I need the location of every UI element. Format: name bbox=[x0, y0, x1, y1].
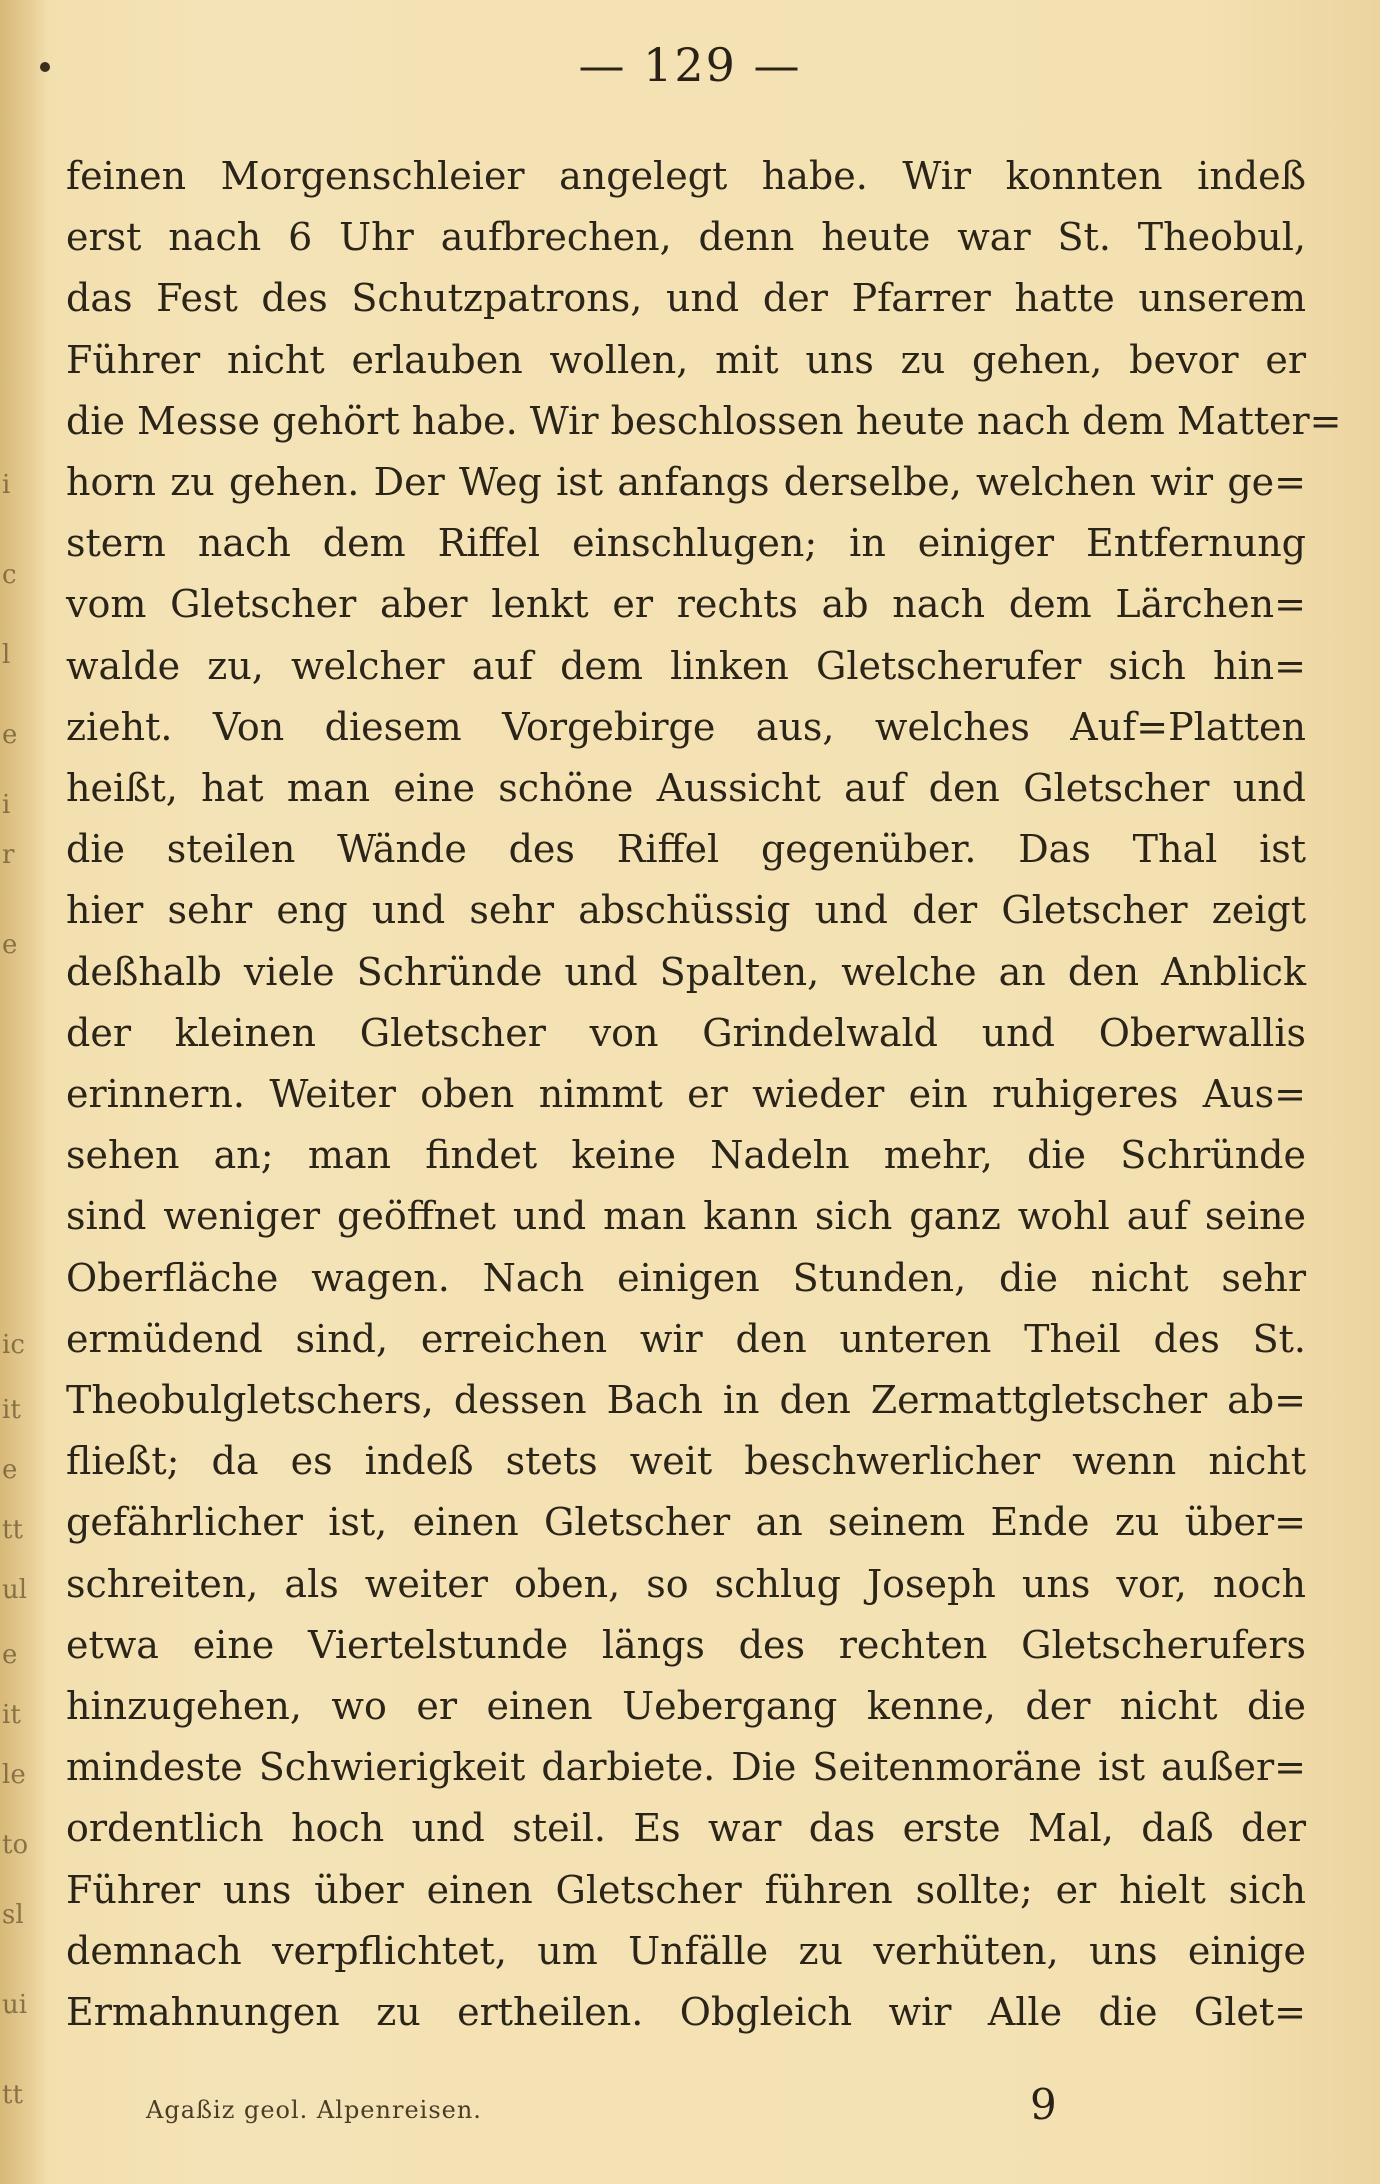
text-line: ordentlich hoch und steil. Es war das erste Mal, daß der bbox=[66, 1806, 1306, 1851]
body-text bbox=[66, 146, 1342, 2043]
gutter-mark: tt bbox=[2, 2080, 23, 2110]
gutter-mark: tt bbox=[2, 1515, 23, 1545]
gutter-mark: c bbox=[2, 560, 17, 590]
text-line: ermüdend sind, erreichen wir den unteren Theil des St. bbox=[66, 1316, 1306, 1361]
text-line: die Messe gehört habe. Wir beschlossen heute nach dem Matter= bbox=[66, 398, 1342, 443]
text-line: der kleinen Gletscher von Grindelwald und Oberwallis bbox=[66, 1010, 1306, 1055]
text-line: die steilen Wände des Riffel gegenüber. Das Thal ist bbox=[66, 827, 1306, 872]
gutter-mark: e bbox=[2, 720, 18, 750]
text-line: erst nach 6 Uhr aufbrechen, denn heute war St. Theobul, bbox=[66, 215, 1306, 260]
gutter-mark: e bbox=[2, 1640, 18, 1670]
text-line: schreiten, als weiter oben, so schlug Joseph uns vor, noch bbox=[66, 1561, 1306, 1606]
text-line: stern nach dem Riffel einschlugen; in einiger Entfernung bbox=[66, 521, 1306, 566]
text-line: Ermahnungen zu ertheilen. Obgleich wir Alle die Glet= bbox=[66, 1990, 1306, 2035]
text-line: vom Gletscher aber lenkt er rechts ab nach dem Lärchen= bbox=[66, 582, 1306, 627]
gutter-mark: r bbox=[2, 840, 15, 870]
gutter-mark: ul bbox=[2, 1575, 28, 1605]
text-line: demnach verpflichtet, um Unfälle zu verhüten, uns einige bbox=[66, 1928, 1306, 1973]
text-line: Theobulgletschers, dessen Bach in den Zermattgletscher ab= bbox=[66, 1378, 1306, 1423]
text-line: horn zu gehen. Der Weg ist anfangs derselbe, welchen wir ge= bbox=[66, 460, 1306, 505]
text-line: Oberfläche wagen. Nach einigen Stunden, die nicht sehr bbox=[66, 1255, 1306, 1300]
text-line: hier sehr eng und sehr abschüssig und der Gletscher zeigt bbox=[66, 888, 1306, 933]
gutter-mark: e bbox=[2, 930, 18, 960]
gutter-mark: sl bbox=[2, 1900, 24, 1930]
text-line: heißt, hat man eine schöne Aussicht auf den Gletscher und bbox=[66, 766, 1306, 811]
text-line: sehen an; man findet keine Nadeln mehr, die Schründe bbox=[66, 1133, 1306, 1178]
gutter-mark: it bbox=[2, 1395, 21, 1425]
gutter-mark: ui bbox=[2, 1990, 28, 2020]
text-line: zieht. Von diesem Vorgebirge aus, welches Auf=Platten bbox=[66, 704, 1306, 749]
text-line: hinzugehen, wo er einen Uebergang kenne, der nicht die bbox=[66, 1684, 1306, 1729]
sheet-number: 9 bbox=[1030, 2080, 1057, 2129]
text-line: gefährlicher ist, einen Gletscher an seinem Ende zu über= bbox=[66, 1500, 1306, 1545]
text-line: deßhalb viele Schründe und Spalten, welche an den Anblick bbox=[66, 949, 1306, 994]
text-line: walde zu, welcher auf dem linken Gletscherufer sich hin= bbox=[66, 643, 1306, 688]
text-line: erinnern. Weiter oben nimmt er wieder ein ruhigeres Aus= bbox=[66, 1072, 1306, 1117]
gutter-mark: to bbox=[2, 1830, 29, 1860]
page-footer bbox=[0, 2080, 1380, 2140]
text-line: Führer uns über einen Gletscher führen sollte; er hielt sich bbox=[66, 1867, 1306, 1912]
page-number-header: — 129 — bbox=[578, 38, 802, 92]
gutter-mark: le bbox=[2, 1760, 26, 1790]
gutter-mark: i bbox=[2, 790, 11, 820]
binding-gutter bbox=[0, 0, 48, 2184]
text-line: sind weniger geöffnet und man kann sich ganz wohl auf seine bbox=[66, 1194, 1306, 1239]
gutter-mark: l bbox=[2, 640, 11, 670]
text-line: feinen Morgenschleier angelegt habe. Wir konnten indeß bbox=[66, 154, 1306, 198]
text-line: mindeste Schwierigkeit darbiete. Die Seitenmoräne ist außer= bbox=[66, 1745, 1306, 1790]
text-line: etwa eine Viertelstunde längs des rechten Gletscherufers bbox=[66, 1622, 1306, 1667]
text-line: fließt; da es indeß stets weit beschwerlicher wenn nicht bbox=[66, 1439, 1306, 1484]
footer-signature: Agaßiz geol. Alpenreisen. bbox=[146, 2096, 482, 2124]
text-line: Führer nicht erlauben wollen, mit uns zu gehen, bevor er bbox=[66, 337, 1306, 382]
gutter-mark: e bbox=[2, 1455, 18, 1485]
gutter-mark: it bbox=[2, 1700, 21, 1730]
text-line: das Fest des Schutzpatrons, und der Pfarrer hatte unserem bbox=[66, 276, 1306, 321]
gutter-mark: ic bbox=[2, 1330, 25, 1360]
gutter-mark: i bbox=[2, 470, 11, 500]
